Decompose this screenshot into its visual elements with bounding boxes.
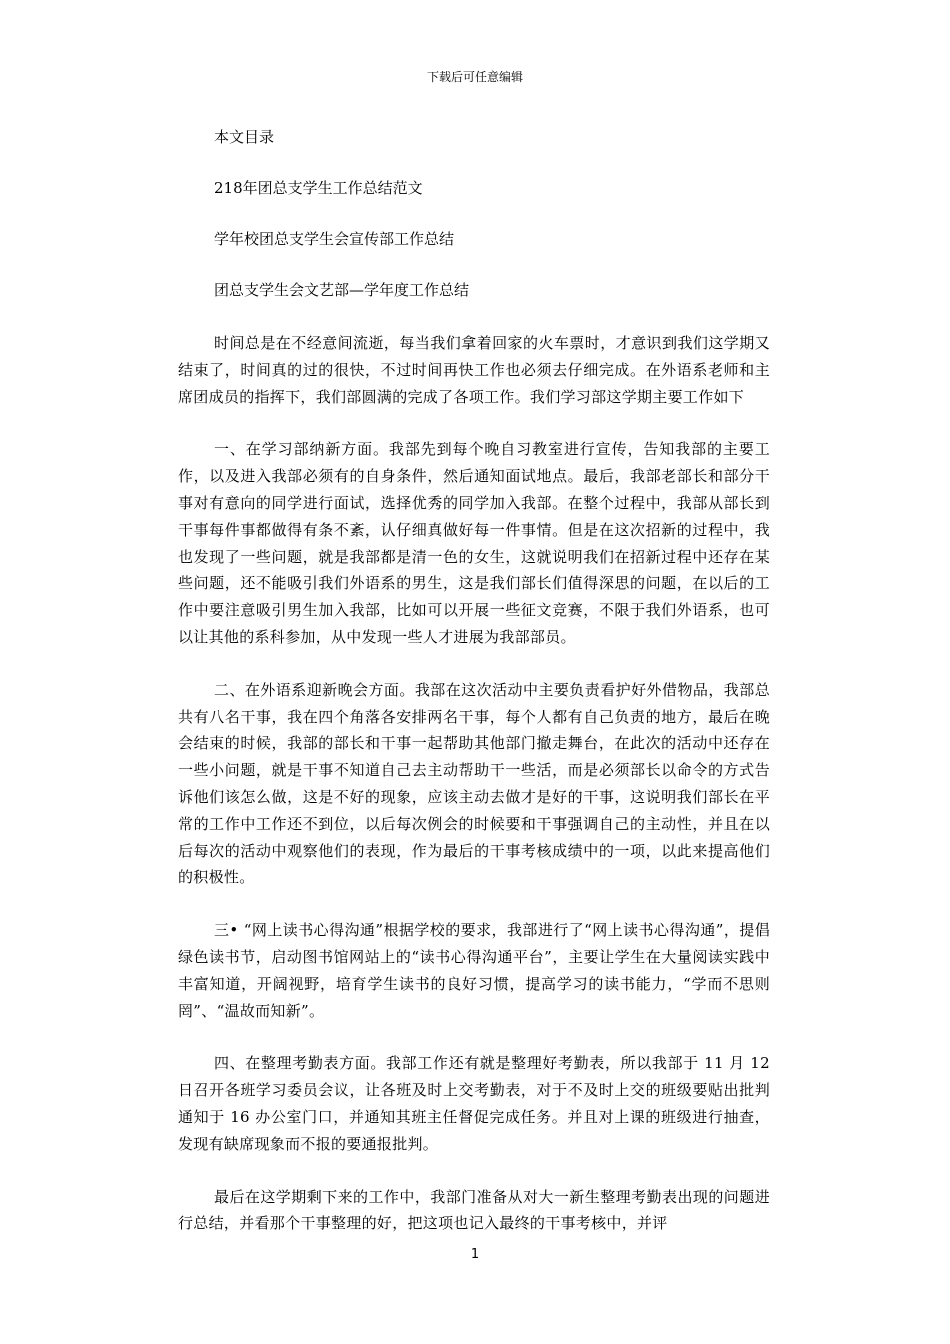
body-paragraph-final: 最后在这学期剩下来的工作中，我部门准备从对大一新生整理考勤表出现的问题进行总结，并看那个干事整理的好，把这项也记入最终的干事考核中，并评 xyxy=(178,1187,770,1233)
toc-item: 学年校团总支学生会宣传部工作总结 xyxy=(214,230,455,248)
page-header: 下载后可任意编辑 xyxy=(426,70,523,84)
document-content xyxy=(178,126,770,1263)
body-paragraph-recruitment: 一、在学习部纳新方面。我部先到每个晚自习教室进行宣传，告知我部的主要工作，以及进入我部必须有的自身条件，然后通知面试地点。最后，我部老部长和部分干事对有意向的同学进行面试，选择优秀的同学加入我部。在整个过程中，我部从部长到干事每件事都做得有条不紊，认仔细真做好每一件事情。但是在这次招新的过程中，我也发现了一些问题，就是我部都是清一色的女生，这就说明我们在招新过程中还存在某些问题，还不能吸引我们外语系的男生，这是我们部长们值得深思的问题，在以后的工作中要注意吸引男生加入我部，比如可以开展一些征文竞赛，不限于我们外语系，也可以让其他的系科参加，从中发现一些人才进展为我部部员。 xyxy=(178,440,770,646)
toc-item: 团总支学生会文艺部—学年度工作总结 xyxy=(214,281,470,299)
page-number: 1 xyxy=(470,1247,480,1262)
body-paragraph-welcome-party: 二、在外语系迎新晚会方面。我部在这次活动中主要负责看护好外借物品，我部总共有八名干事，我在四个角落各安排两名干事，每个人都有自己负责的地方，最后在晚会结束的时候，我部的部长和干事一起帮助其他部门撤走舞台，在此次的活动中还存在一些小问题，就是干事不知道自己去主动帮助干一些活，而是必须部长以命令的方式告诉他们该怎么做，这是不好的现象，应该主动去做才是好的干事，这说明我们部长在平常的工作中工作还不到位，以后每次例会的时候要和干事强调自己的主动性，并且在以后每次的活动中观察他们的表现，作为最后的干事考核成绩中的一项，以此来提高他们的积极性。 xyxy=(178,680,770,887)
body-paragraph-attendance: 四、在整理考勤表方面。我部工作还有就是整理好考勤表，所以我部于 11 月 12 日召开各班学习委员会议，让各班及时上交考勤表，对于不及时上交的班级要贴出批判通知于 16 办公室门口，并通知其班主任督促完成任务。并且对上课的班级进行抽查，发现有缺席现象而不报的要通报批判。 xyxy=(178,1054,770,1153)
body-paragraph-online-reading: 三• “网上读书心得沟通”根据学校的要求，我部进行了“网上读书心得沟通”，提倡绿色读书节，启动图书馆网站上的“读书心得沟通平台”，主要让学生在大量阅读实践中丰富知道，开阔视野，培育学生读书的良好习惯，提高学习的读书能力，“学而不思则罔”、“温故而知新”。 xyxy=(178,921,770,1020)
toc-item: 218年团总支学生工作总结范文 xyxy=(214,179,423,197)
body-paragraph-intro: 时间总是在不经意间流逝，每当我们拿着回家的火车票时，才意识到我们这学期又结束了，时间真的过的很快，不过时间再快工作也必须去仔细完成。在外语系老师和主席团成员的指挥下，我们部圆满的完成了各项工作。我们学习部这学期主要工作如下 xyxy=(178,334,770,406)
toc-heading: 本文目录 xyxy=(214,128,275,146)
